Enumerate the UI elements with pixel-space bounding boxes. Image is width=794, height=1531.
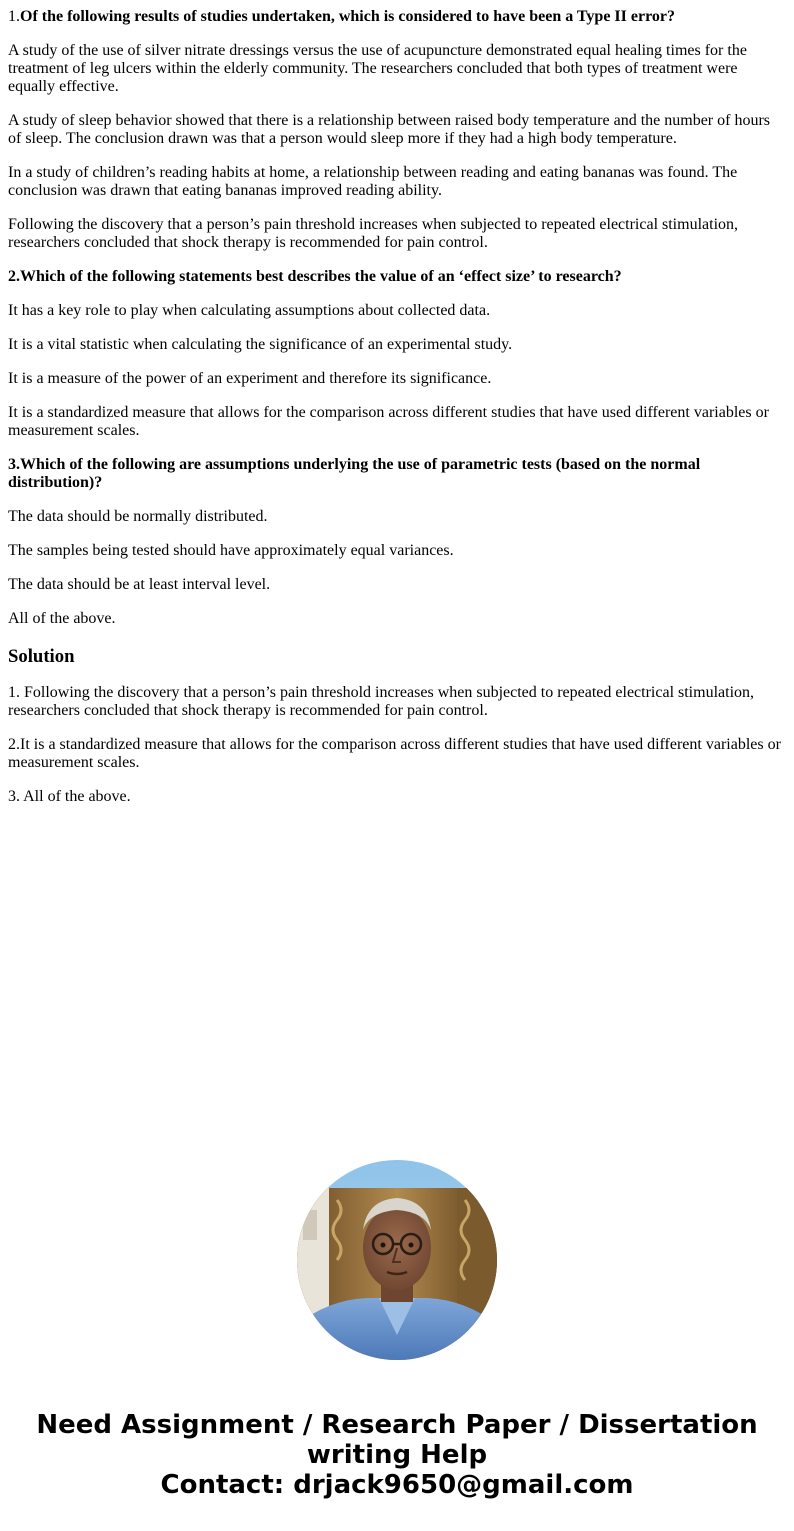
question-3-option-c: The data should be at least interval level.: [8, 576, 271, 593]
question-2-option-c: It is a measure of the power of an experiment and therefore its significance.: [8, 370, 492, 387]
solution-answer-3: 3. All of the above.: [8, 788, 131, 805]
question-3-option-a: The data should be normally distributed.: [8, 508, 268, 525]
question-2-option-a: It has a key role to play when calculating assumptions about collected data.: [8, 302, 491, 319]
document-content: [0, 8, 794, 806]
question-1-option-a: A study of the use of silver nitrate dressings versus the use of acupuncture demonstrated equal healing times for the treatment of leg ulcers within the elderly community. The researchers concluded that both types of treatment were equally effective.: [8, 42, 747, 95]
solution-answer-2: 2.It is a standardized measure that allows for the comparison across different studies that have used different variables or measurement scales.: [8, 736, 781, 771]
contact-line-3: Contact: drjack9650@gmail.com: [160, 1470, 634, 1500]
promo-section: [0, 1160, 794, 1500]
question-2: [8, 268, 784, 286]
solution-answer-1: 1. Following the discovery that a person’s pain threshold increases when subjected to repeated electrical stimulation, researchers concluded that shock therapy is recommended for pain control.: [8, 684, 755, 719]
question-3: [8, 456, 784, 492]
question-2-option-b: It is a vital statistic when calculating the significance of an experimental study.: [8, 336, 513, 353]
question-1-text: Of the following results of studies undertaken, which is considered to have been a Type II error?: [20, 8, 675, 25]
question-3-option-d: All of the above.: [8, 610, 116, 627]
question-1: [8, 8, 784, 26]
question-3-option-b: The samples being tested should have approximately equal variances.: [8, 542, 454, 559]
contact-line-1: Need Assignment / Research Paper / Dissertation: [36, 1410, 758, 1440]
question-3-text: 3.Which of the following are assumptions underlying the use of parametric tests (based on the normal distribution)?: [8, 456, 701, 491]
avatar-photo: [297, 1160, 497, 1360]
question-1-option-b: A study of sleep behavior showed that there is a relationship between raised body temperature and the number of hours of sleep. The conclusion drawn was that a person would sleep more if they had a high body temperature.: [8, 112, 770, 147]
question-1-number: 1.: [8, 8, 20, 25]
contact-line-2: writing Help: [306, 1440, 488, 1470]
question-2-text: 2.Which of the following statements best describes the value of an ‘effect size’ to research?: [8, 268, 622, 285]
solution-heading: Solution: [8, 646, 75, 667]
question-1-option-d: Following the discovery that a person’s pain threshold increases when subjected to repeated electrical stimulation, researchers concluded that shock therapy is recommended for pain control.: [8, 216, 739, 251]
question-1-option-c: In a study of children’s reading habits at home, a relationship between reading and eating bananas was found. The conclusion was drawn that eating bananas improved reading ability.: [8, 164, 738, 199]
question-2-option-d: It is a standardized measure that allows for the comparison across different studies that have used different variables or measurement scales.: [8, 404, 769, 439]
avatar: [297, 1160, 497, 1360]
contact-banner: [0, 1410, 794, 1500]
